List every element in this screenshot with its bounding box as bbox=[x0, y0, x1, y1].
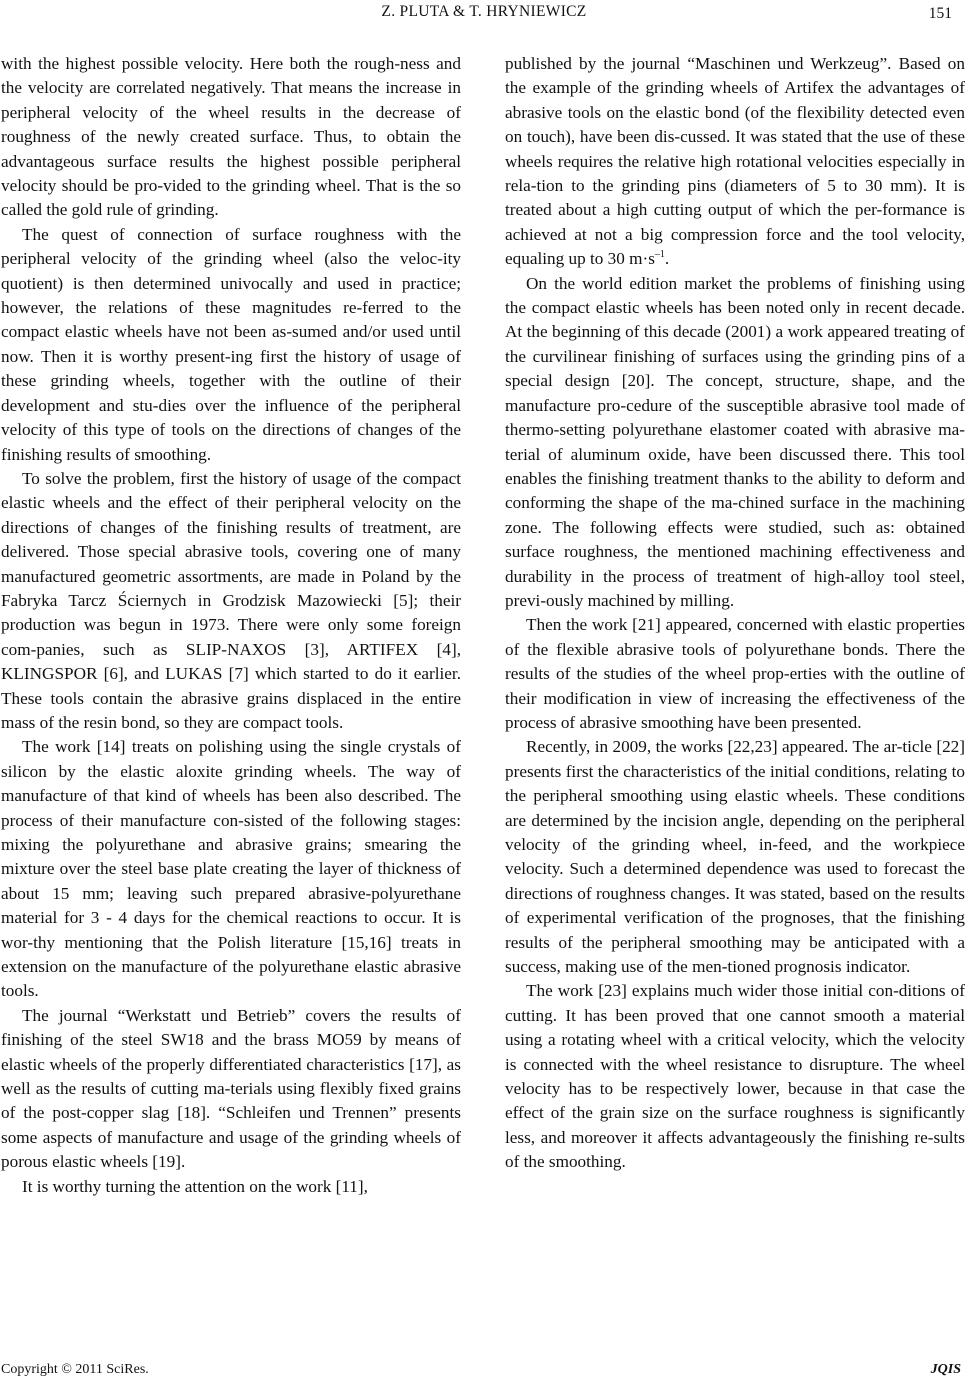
paragraph bbox=[505, 52, 965, 272]
paragraph-end: . bbox=[664, 249, 670, 269]
running-head: Z. PLUTA & T. HRYNIEWICZ bbox=[381, 3, 587, 20]
paragraph: The journal “Werkstatt und Betrieb” covers the results of finishing of the steel SW18 and the brass MO59 by means of elastic wheels of the properly differentiated characteristics [17], as well as the results of cutting ma-terials using flexibly fixed grains of the post-copper slag [18]. “Schleifen und Trennen” presents some aspects of manufacture and usage of the grinding wheels of porous elastic wheels [19]. bbox=[1, 1005, 461, 1172]
page-footer bbox=[0, 1358, 968, 1382]
paragraph: Recently, in 2009, the works [22,23] appeared. The ar-ticle [22] presents first the characteristics of the initial conditions, relating to the peripheral smoothing using elastic wheels. These conditions are determined by the incision angle, depending on the peripheral velocity of the grinding wheel, in-feed, and the workpiece velocity. Such a determined dependence was used to forecast the directions of roughness changes. It was stated, based on the results of experimental verification of the prognoses, that the finishing results of the peripheral smoothing may be anticipated with a success, making use of the men-tioned prognosis indicator. bbox=[505, 737, 965, 977]
paragraph: The work [14] treats on polishing using the single crystals of silicon by the elastic aloxite grinding wheels. The way of manufacture of that kind of wheels has been also described. The process of their manufacture con-sisted of the following stages: mixing the polyurethane and abrasive grains; smearing the mixture over the steel base plate creating the layer of thickness of about 15 mm; leaving such prepared abrasive-polyurethane material for 3 - 4 days for the chemical reactions to occur. It is wor-thy mentioning that the Polish literature [15,16] treats in extension on the manufacture of the polyurethane elastic abrasive tools. bbox=[1, 737, 461, 1001]
journal-name: JQIS bbox=[930, 1362, 961, 1377]
paragraph: To solve the problem, first the history of usage of the compact elastic wheels and the effect of their peripheral velocity on the directions of changes of the finishing results of treatment, are delivered. Those special abrasive tools, covering one of many manufactured geometric assortments, are made in Poland by the Fabryka Tarcz Ściernych in Grodzisk Mazowiecki [5]; their production was begun in 1973. There were only some foreign com-panies, such as SLIP-NAXOS [3], ARTIFEX [4], KLINGSPOR [6], and LUKAS [7] which started to do it earlier. These tools contain the abrasive grains displaced in the entire mass of the resin bond, so they are compact tools. bbox=[1, 468, 461, 732]
paragraph: The quest of connection of surface roughness with the peripheral velocity of the grinding wheel (also the veloc-ity quotient) is then determined univocally and used in practice; however, the relations of these magnitudes re-ferred to the compact elastic wheels have not been as-sumed and/or used until now. Then it is worthy present-ing first the history of usage of these grinding wheels, together with the outline of their development and stu-dies over the influence of the peripheral velocity of this type of tools on the directions of changes of the finishing results of smoothing. bbox=[1, 224, 461, 464]
paragraph-text: published by the journal “Maschinen und Werkzeug”. Based on the example of the grinding wheels of Artifex the advantages of abrasive tools on the elastic bond (of the flexibility detected even on touch), have been dis-cussed. It was stated that the use of these wheels requires the relative high rotational velocities especially in rela-tion to the grinding pins (diameters of 5 to 30 mm). It is treated about a high cutting output of which the per-formance is achieved at not a big compression force and the tool velocity, equaling up to 30 m·s bbox=[505, 54, 965, 269]
copyright-notice: Copyright © 2011 SciRes. bbox=[1, 1362, 149, 1377]
paragraph: On the world edition market the problems of finishing using the compact elastic wheels has been noted only in recent decade. At the beginning of this decade (2001) a work appeared treating of the curvilinear finishing of surfaces using the grinding pins of a special design [20]. The concept, structure, shape, and the manufacture pro-cedure of the susceptible abrasive tool made of thermo-setting polyurethane elastomer coated with abrasive ma-terial of aluminum oxide, have been discussed there. This tool enables the finishing treatment thanks to the ability to deform and conforming the shape of the ma-chined surface in the machining zone. The following effects were studied, such as: obtained surface roughness, the mentioned machining effectiveness and durability in the process of treatment of high-alloy tool steel, previ-ously machined by milling. bbox=[505, 273, 965, 610]
paragraph: with the highest possible velocity. Here both the rough-ness and the velocity are correlated negatively. That means the increase in peripheral velocity of the wheel results in the decrease of roughness of the newly created surface. Thus, to obtain the advantageous surface results the highest possible peripheral velocity should be pro-vided to the grinding wheel. That is the so called the gold rule of grinding. bbox=[1, 54, 461, 220]
paragraph: The work [23] explains much wider those initial con-ditions of cutting. It has been proved that one cannot smooth a material using a rotating wheel with a critical velocity, which the velocity is connected with the wheel resistance to disrupture. The wheel velocity has to be respectively lower, because in that case the effect of the grain size on the surface roughness is significantly less, and moreover it affects advantageously the finishing re-sults of the smoothing. bbox=[505, 981, 965, 1172]
page-number: 151 bbox=[928, 5, 952, 22]
superscript: –1 bbox=[654, 249, 665, 261]
paragraph: It is worthy turning the attention on the work [11], bbox=[22, 1176, 368, 1196]
left-column bbox=[1, 52, 461, 1199]
right-column bbox=[505, 52, 965, 1175]
paragraph: Then the work [21] appeared, concerned with elastic properties of the flexible abrasive tools of polyurethane bonds. There the results of the studies of the wheel prop-erties with the outline of their modification in view of increasing the effectiveness of the process of abrasive smoothing have been presented. bbox=[505, 615, 965, 732]
